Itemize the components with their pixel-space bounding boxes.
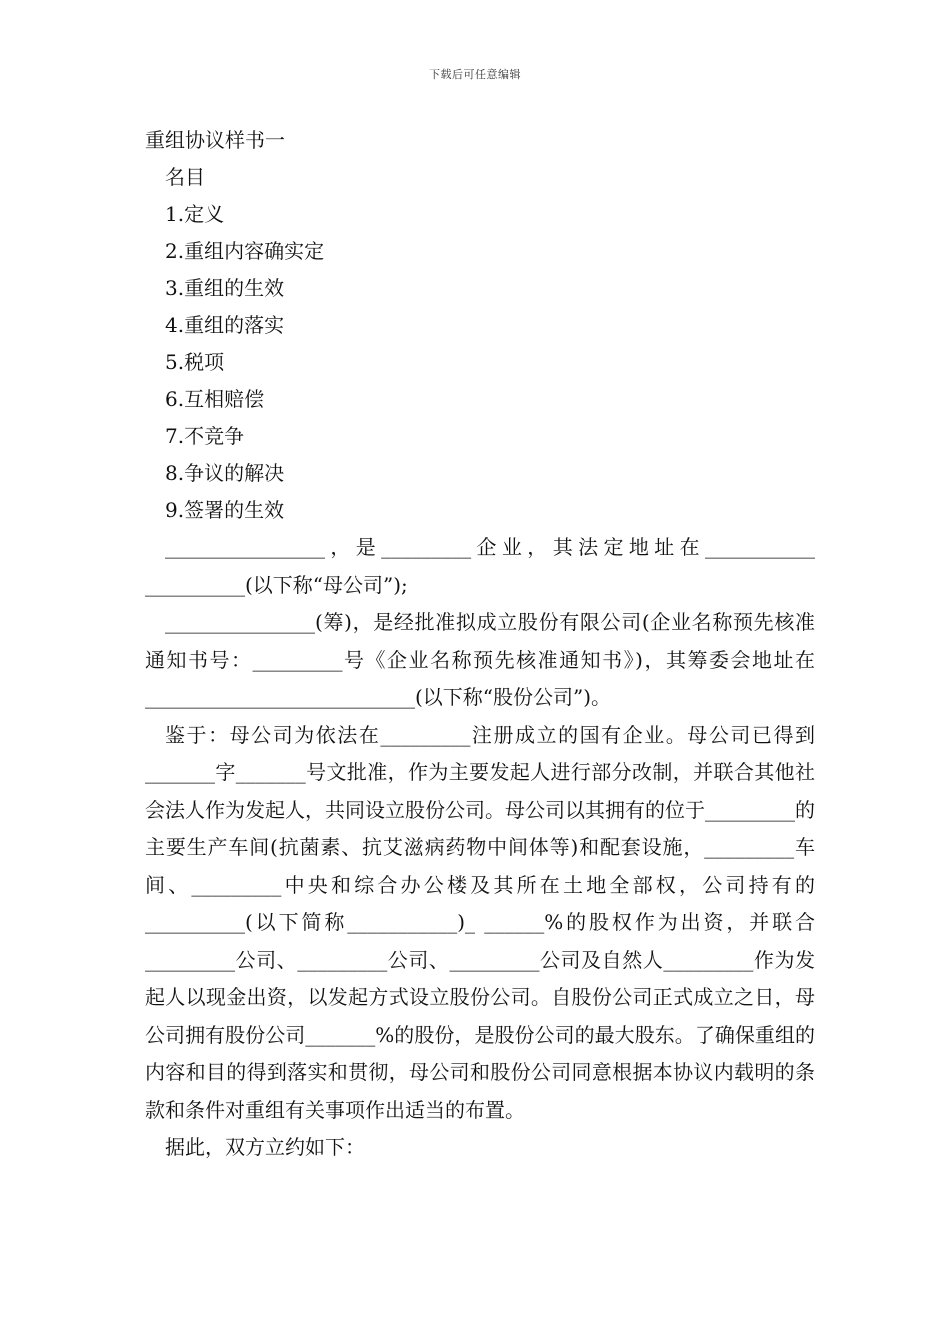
document-body	[145, 122, 815, 1167]
paragraph-agreement-intro: 据此，双方立约如下：	[165, 1135, 365, 1159]
toc-item: 7.不竞争	[165, 424, 245, 448]
document-title: 重组协议样书一	[145, 128, 285, 152]
toc-item: 5.税项	[165, 350, 225, 374]
toc-item: 9.签署的生效	[165, 498, 285, 522]
toc-item: 4.重组的落实	[165, 313, 285, 337]
paragraph-recitals: 鉴于：母公司为依法在_________注册成立的国有企业。母公司已得到_______字_______号文批准，作为主要发起人进行部分改制，并联合其他社会法人作为发起人，共同设立股份公司。母公司以其拥有的位于_________的主要生产车间(抗菌素、抗艾滋病药物中间体等)和配套设施，_________车间、_________中央和综合办公楼及其所在土地全部权，公司持有的__________(以下简称___________)_ ______%的股权作为出资，并联合_________公司、_________公司、_________公司及自然人_________作为发起人以现金出资，以发起方式设立股份公司。自股份公司正式成立之日，母公司拥有股份公司_______%的股份，是股份公司的最大股东。了确保重组的内容和目的得到落实和贯彻，母公司和股份公司同意根据本协议内载明的条款和条件对重组有关事项作出适当的布置。	[145, 722, 815, 1122]
toc-item: 1.定义	[165, 202, 225, 226]
toc-item: 3.重组的生效	[165, 276, 285, 300]
page-header: 下载后可任意编辑	[429, 68, 521, 81]
paragraph-party-company: _______________(筹)，是经批准拟成立股份有限公司(企业名称预先核准通知书号：_________号《企业名称预先核准通知书》)，其筹委会地址在___________________________(以下称“股份公司”)。	[145, 610, 815, 709]
paragraph-party-parent: ________________，是_________企业，其法定地址在___________ __________(以下称“母公司”);	[145, 535, 815, 597]
toc-item: 6.互相赔偿	[165, 387, 265, 411]
toc-item: 8.争议的解决	[165, 461, 285, 485]
table-of-contents	[145, 196, 815, 529]
toc-heading: 名目	[165, 165, 205, 189]
toc-item: 2.重组内容确实定	[165, 239, 325, 263]
